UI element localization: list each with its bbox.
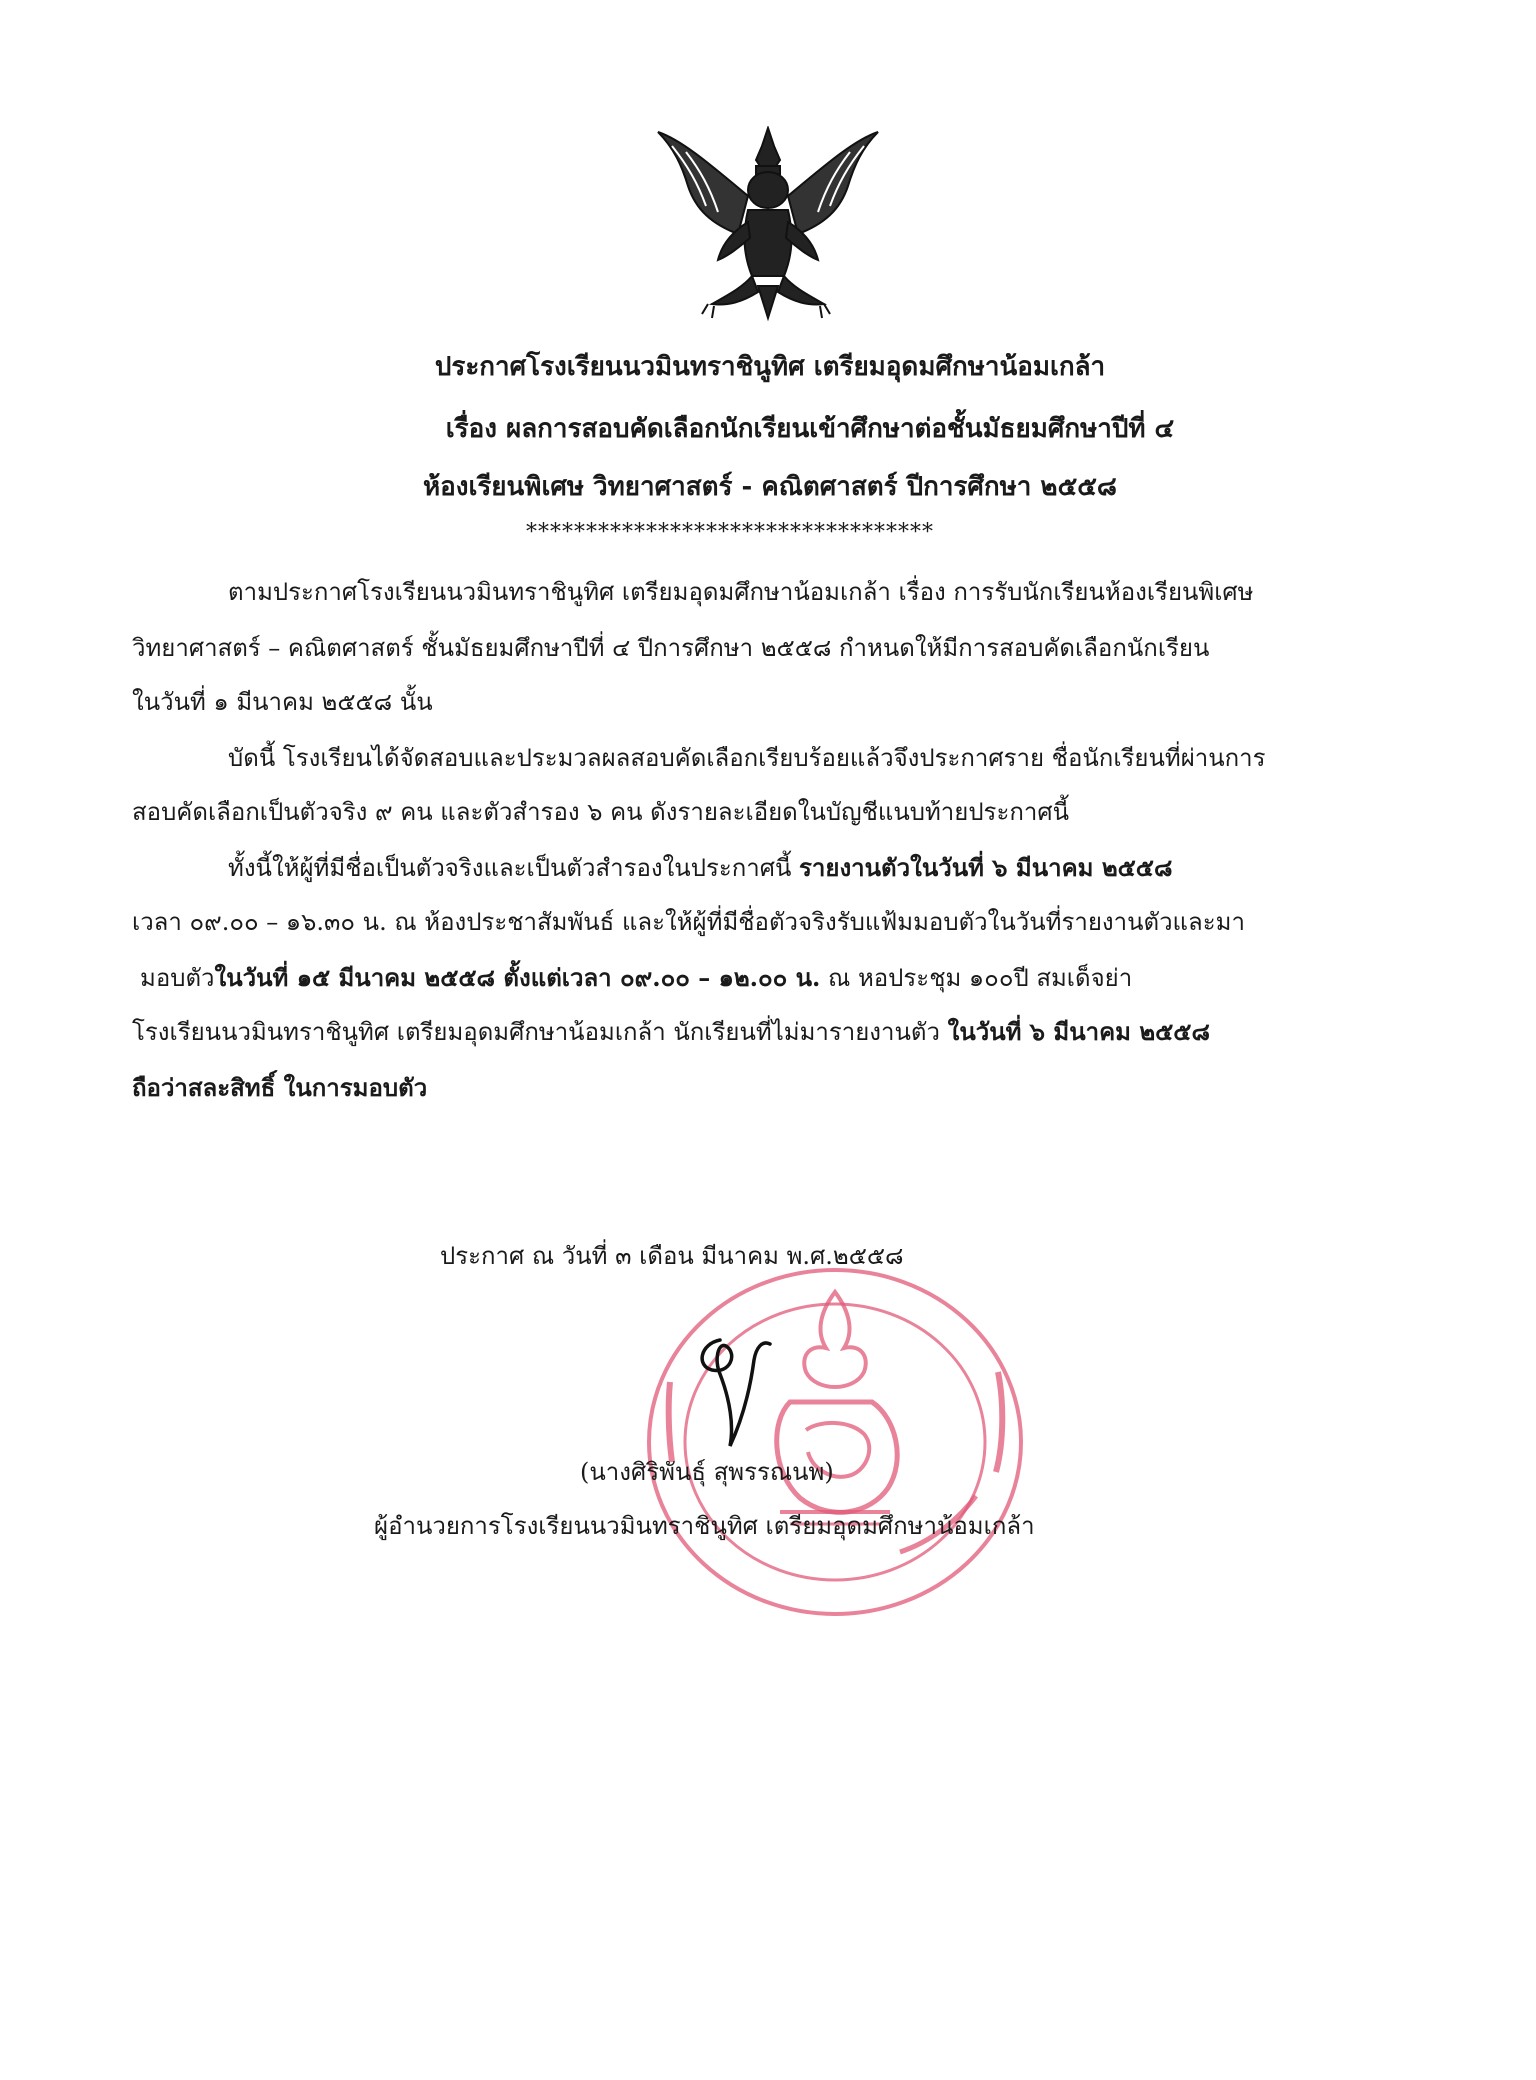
announcement-date: ประกาศ ณ วันที่ ๓ เดือน มีนาคม พ.ศ.๒๕๕๘: [440, 1242, 904, 1270]
paragraph-3-line-5: ถือว่าสละสิทธิ์ ในการมอบตัว: [132, 1073, 428, 1102]
paragraph-3-line-2: เวลา ๐๙.๐๐ – ๑๖.๓๐ น. ณ ห้องประชาสัมพันธ์ และให้ผู้ที่มีชื่อตัวจริงรับแฟ้มมอบตัวในวันที่รายงานตัวและมา: [132, 908, 1245, 936]
announcement-subject-line: เรื่อง ผลการสอบคัดเลือกนักเรียนเข้าศึกษาต่อชั้นมัธยมศึกษาปีที่ ๔: [445, 414, 1175, 444]
handwritten-signature: [690, 1330, 800, 1450]
enrollment-date-emphasis: ในวันที่ ๑๕ มีนาคม ๒๕๕๘ ตั้งแต่เวลา ๐๙.๐๐ – ๑๒.๐๐ น.: [214, 963, 821, 992]
paragraph-3-line-1: [228, 852, 1172, 884]
signatory-name: (นางศิริพันธุ์ สุพรรณนพ): [580, 1458, 834, 1486]
signatory-position: ผู้อำนวยการโรงเรียนนวมินทราชินูทิศ เตรียมอุดมศึกษาน้อมเกล้า: [374, 1512, 1035, 1540]
report-date-emphasis: รายงานตัวในวันที่ ๖ มีนาคม ๒๕๕๘: [799, 853, 1173, 882]
paragraph-3-line-3: [140, 962, 1132, 994]
paragraph-1-line-2: วิทยาศาสตร์ – คณิตศาสตร์ ชั้นมัธยมศึกษาปีที่ ๔ ปีการศึกษา ๒๕๕๘ กำหนดให้มีการสอบคัดเลือกนักเรียน: [132, 634, 1210, 662]
paragraph-3-line-4: [132, 1016, 1210, 1048]
paragraph-1-line-3: ในวันที่ ๑ มีนาคม ๒๕๕๘ นั้น: [132, 688, 433, 716]
paragraph-3-line-3-venue: ณ หอประชุม ๑๐๐ปี สมเด็จย่า: [820, 964, 1133, 992]
paragraph-3-line-3-text: มอบตัว: [140, 964, 215, 992]
paragraph-2-line-2: สอบคัดเลือกเป็นตัวจริง ๙ คน และตัวสำรอง ๖ คน ดังรายละเอียดในบัญชีแนบท้ายประกาศนี้: [132, 798, 1069, 826]
announcement-title-line-1: ประกาศโรงเรียนนวมินทราชินูทิศ เตรียมอุดมศึกษาน้อมเกล้า: [434, 352, 1106, 382]
paragraph-3-line-1-text: ทั้งนี้ให้ผู้ที่มีชื่อเป็นตัวจริงและเป็นตัวสำรองในประกาศนี้: [228, 854, 800, 882]
paragraph-1-line-1: ตามประกาศโรงเรียนนวมินทราชินูทิศ เตรียมอุดมศึกษาน้อมเกล้า เรื่อง การรับนักเรียนห้องเรียนพิเศษ: [228, 578, 1254, 606]
announcement-program-line: ห้องเรียนพิเศษ วิทยาศาสตร์ - คณิตศาสตร์ ปีการศึกษา ๒๕๕๘: [423, 472, 1117, 502]
garuda-emblem-icon: [652, 126, 884, 322]
paragraph-2-line-1: บัดนี้ โรงเรียนได้จัดสอบและประมวลผลสอบคัดเลือกเรียบร้อยแล้วจึงประกาศราย ชื่อนักเรียนที่ผ่านการ: [228, 744, 1266, 772]
separator-stars: **********************************: [526, 520, 934, 545]
paragraph-3-line-4-text: โรงเรียนนวมินทราชินูทิศ เตรียมอุดมศึกษาน้อมเกล้า นักเรียนที่ไม่มารายงานตัว: [132, 1018, 948, 1046]
deadline-date-emphasis: ในวันที่ ๖ มีนาคม ๒๕๕๘: [947, 1017, 1210, 1046]
